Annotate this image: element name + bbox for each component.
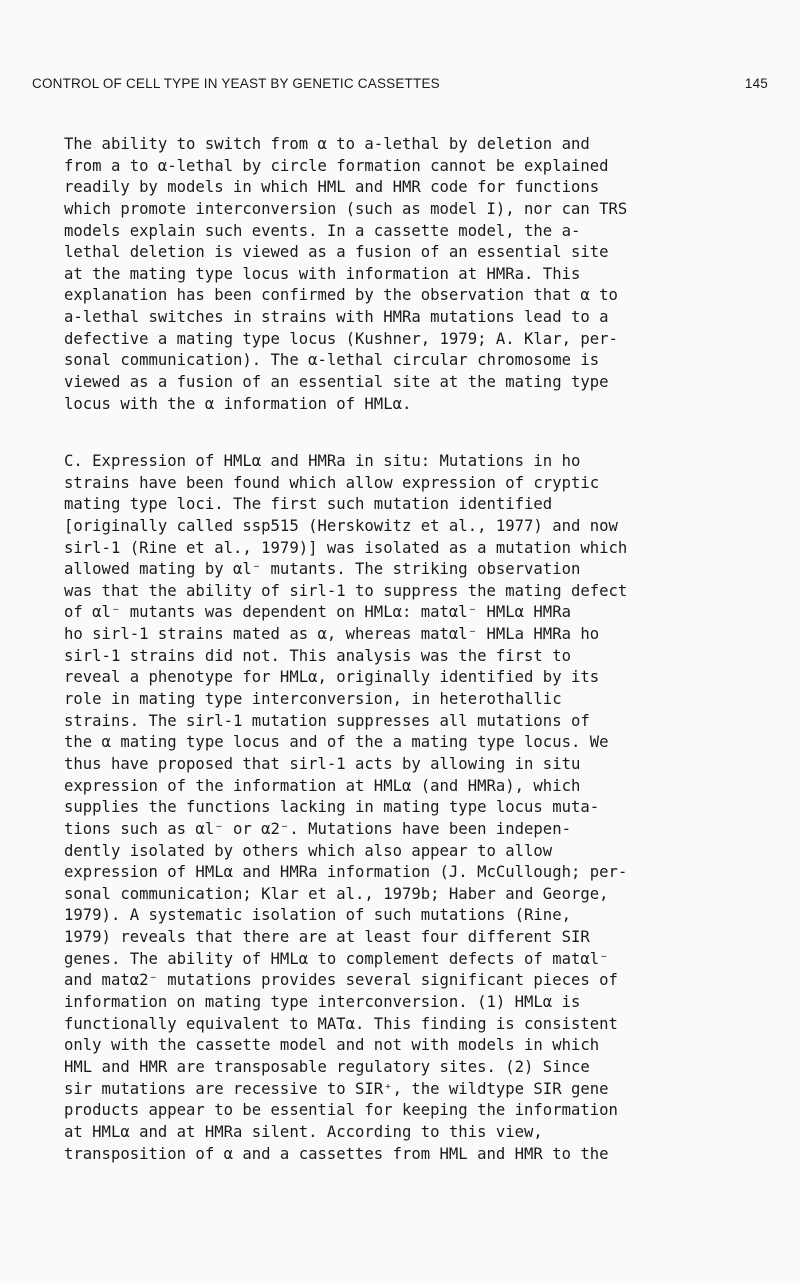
text-line: sir mutations are recessive to SIR⁺, the wildtype SIR gene: [64, 1079, 609, 1098]
text-line: dently isolated by others which also appear to allow: [64, 841, 553, 860]
text-line: readily by models in which HML and HMR code for functions: [64, 178, 600, 197]
text-line: a-lethal switches in strains with HMRa mutations lead to a: [64, 308, 609, 327]
text-line: genes. The ability of HMLα to complement defects of matαl⁻: [64, 949, 609, 968]
text-line: and matα2⁻ mutations provides several significant pieces of: [64, 971, 618, 990]
text-line: at the mating type locus with information at HMRa. This: [64, 264, 581, 283]
text-line: role in mating type interconversion, in heterothallic: [64, 690, 562, 709]
text-line: strains have been found which allow expression of cryptic: [64, 473, 600, 492]
text-line: defective a mating type locus (Kushner, 1979; A. Klar, per-: [64, 329, 618, 348]
paragraph-2-section-c: [64, 451, 744, 1165]
text-line: only with the cassette model and not with models in which: [64, 1036, 600, 1055]
paragraph-1: [64, 134, 744, 415]
text-line: [originally called ssp515 (Herskowitz et al., 1977) and now: [64, 516, 618, 535]
text-line: expression of the information at HMLα (and HMRa), which: [64, 776, 581, 795]
text-line: strains. The sirl-1 mutation suppresses all mutations of: [64, 711, 590, 730]
text-line: C. Expression of HMLα and HMRa in situ: Mutations in ho: [64, 452, 581, 470]
text-line: lethal deletion is viewed as a fusion of an essential site: [64, 243, 609, 262]
text-line: 1979). A systematic isolation of such mutations (Rine,: [64, 906, 571, 925]
text-line: supplies the functions lacking in mating type locus muta-: [64, 798, 600, 817]
text-line: 1979) reveals that there are at least four different SIR: [64, 928, 590, 947]
text-line: explanation has been confirmed by the observation that α to: [64, 286, 618, 305]
text-line: tions such as αl⁻ or α2⁻. Mutations have been indepen-: [64, 819, 571, 838]
text-line: allowed mating by αl⁻ mutants. The striking observation: [64, 560, 581, 579]
text-line: reveal a phenotype for HMLα, originally identified by its: [64, 668, 600, 687]
page-number: 145: [744, 76, 768, 91]
text-line: products appear to be essential for keeping the information: [64, 1101, 618, 1120]
text-line: sonal communication). The α-lethal circular chromosome is: [64, 351, 600, 370]
text-line: sirl-1 strains did not. This analysis was the first to: [64, 646, 571, 665]
text-line: the α mating type locus and of the a mating type locus. We: [64, 733, 609, 752]
text-line: expression of HMLα and HMRa information (J. McCullough; per-: [64, 863, 628, 882]
text-line: models explain such events. In a cassette model, the a-: [64, 221, 581, 240]
text-line: from a to α-lethal by circle formation cannot be explained: [64, 156, 609, 175]
text-line: locus with the α information of HMLα.: [64, 394, 412, 413]
text-line: which promote interconversion (such as model I), nor can TRS: [64, 199, 628, 218]
text-line: viewed as a fusion of an essential site at the mating type: [64, 373, 609, 392]
text-line: sonal communication; Klar et al., 1979b; Haber and George,: [64, 884, 609, 903]
text-line: The ability to switch from α to a-lethal by deletion and: [64, 135, 590, 153]
text-line: HML and HMR are transposable regulatory sites. (2) Since: [64, 1057, 590, 1076]
text-line: mating type loci. The first such mutation identified: [64, 495, 553, 514]
text-line: thus have proposed that sirl-1 acts by allowing in situ: [64, 754, 581, 773]
text-line: transposition of α and a cassettes from HML and HMR to the: [64, 1144, 609, 1163]
text-line: sirl-1 (Rine et al., 1979)] was isolated as a mutation which: [64, 538, 628, 557]
text-line: functionally equivalent to MATα. This finding is consistent: [64, 1014, 618, 1033]
text-line: was that the ability of sirl-1 to suppress the mating defect: [64, 581, 628, 600]
text-line: at HMLα and at HMRa silent. According to this view,: [64, 1122, 543, 1141]
text-line: of αl⁻ mutants was dependent on HMLα: matαl⁻ HMLα HMRa: [64, 603, 571, 622]
text-line: information on mating type interconversion. (1) HMLα is: [64, 993, 581, 1012]
text-line: ho sirl-1 strains mated as α, whereas matαl⁻ HMLa HMRa ho: [64, 625, 600, 644]
running-title: CONTROL OF CELL TYPE IN YEAST BY GENETIC CASSETTES: [32, 76, 440, 91]
